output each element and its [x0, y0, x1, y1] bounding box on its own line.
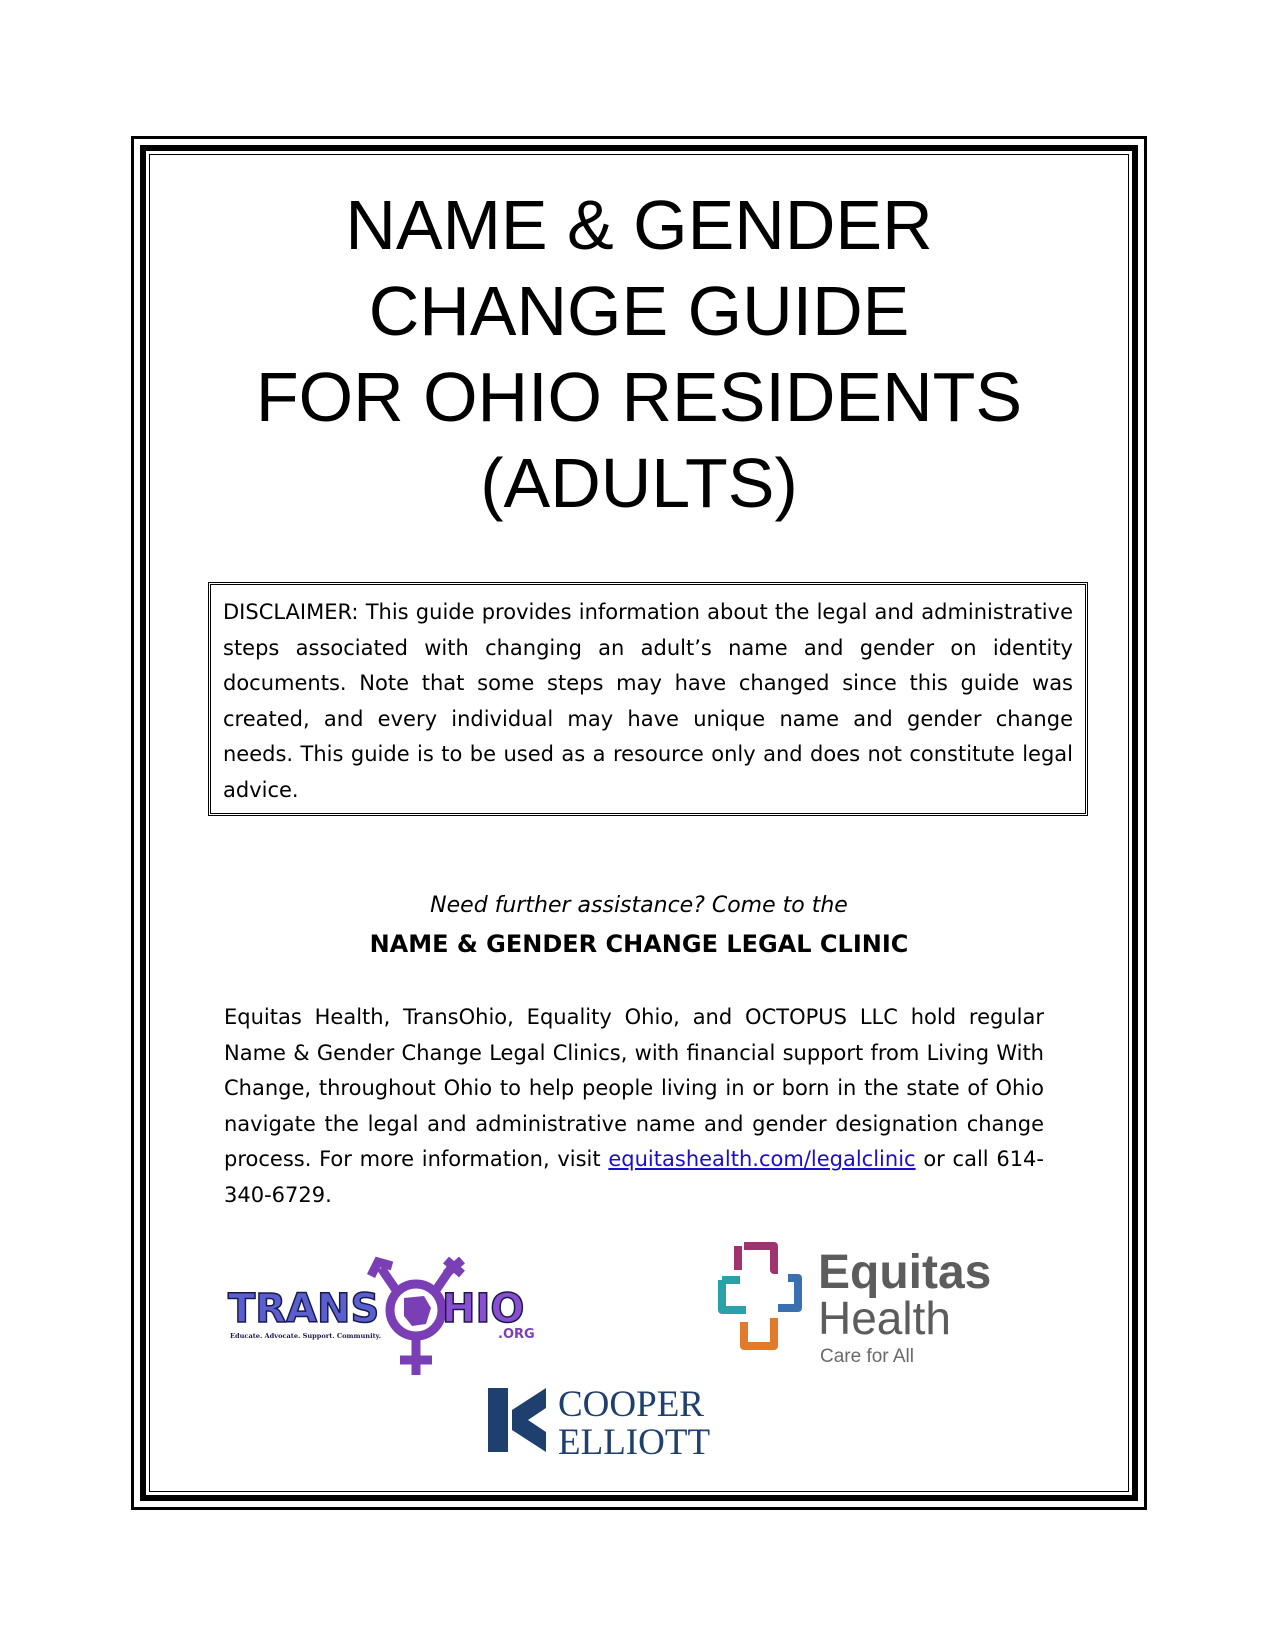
disclaimer-box: [208, 582, 1088, 816]
clinic-tagline: Need further assistance? Come to the: [430, 893, 848, 918]
equitas-name-line-1: Equitas: [818, 1246, 992, 1299]
cooper-line-1: COOPER: [558, 1384, 704, 1425]
equitas-tagline: Care for All: [820, 1346, 914, 1367]
clinic-description: [224, 1000, 1044, 1213]
title-line-2: CHANGE GUIDE: [368, 272, 910, 350]
transohio-word-trans: TRANS: [228, 1286, 380, 1332]
document-title: [149, 182, 1129, 526]
disclaimer-text: DISCLAIMER: This guide provides information about the legal and administrative steps associated with changing an adult’s name and gender on identity documents. Note that some steps may have changed since this guide was created, and every individual may have unique name and gender change needs. This guide is to be used as a resource only and does not constitute legal advice.: [223, 600, 1073, 802]
clinic-body-text: Equitas Health, TransOhio, Equality Ohio, and OCTOPUS LLC hold regular Name & Gender Change Legal Clinics, with financial support from Living With Change, throughout Ohio to help people living in or born in the state of Ohio navigate the legal and administrative name and gender designation change process. For more information, visit: [224, 1005, 1044, 1171]
ohio-shape-icon: [404, 1296, 431, 1326]
transohio-suffix: .ORG: [498, 1327, 535, 1342]
title-line-1: NAME & GENDER: [345, 186, 933, 264]
title-line-3: FOR OHIO RESIDENTS: [255, 358, 1023, 436]
equitas-health-logo: [716, 1240, 1046, 1370]
equitas-cross-icon: [722, 1246, 798, 1346]
clinic-phone-text: or call 614-340-6729.: [224, 1147, 1044, 1207]
cooper-elliott-mark-icon: [488, 1388, 546, 1452]
transohio-tagline: Educate. Advocate. Support. Community.: [230, 1332, 382, 1340]
cooper-line-2: ELLIOTT: [558, 1422, 711, 1460]
cooper-elliott-logo: [486, 1380, 786, 1460]
clinic-heading: NAME & GENDER CHANGE LEGAL CLINIC: [369, 930, 909, 958]
equitas-name-line-2: Health: [818, 1292, 951, 1344]
title-line-4: (ADULTS): [480, 444, 798, 522]
transohio-logo: [226, 1250, 576, 1390]
transohio-word-ohio: HIO: [442, 1286, 525, 1332]
legal-clinic-link[interactable]: equitashealth.com/legalclinic: [608, 1147, 916, 1171]
